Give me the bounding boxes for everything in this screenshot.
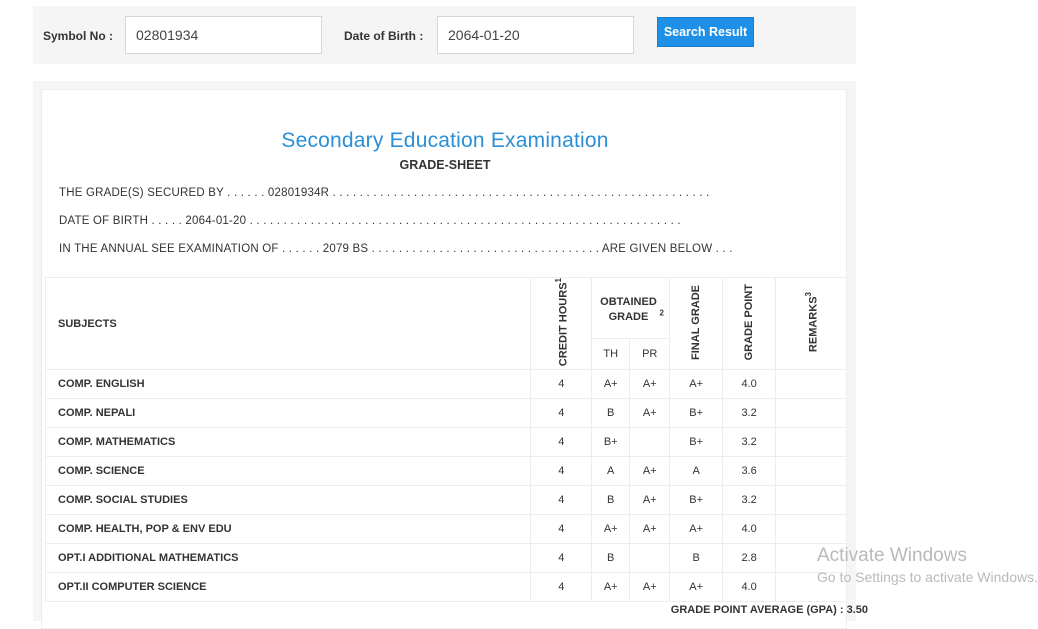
table-row — [46, 457, 847, 486]
pr-cell: A+ — [630, 515, 670, 544]
table-row — [46, 544, 847, 573]
credit-cell: 4 — [531, 457, 592, 486]
pr-cell — [630, 428, 670, 457]
grade-point-header: GRADE POINT — [723, 278, 776, 370]
pr-cell: A+ — [630, 370, 670, 399]
symbol-no-input[interactable] — [125, 16, 322, 54]
subject-cell: COMP. SCIENCE — [46, 457, 531, 486]
subject-cell: COMP. ENGLISH — [46, 370, 531, 399]
final-grade-cell: A+ — [670, 370, 723, 399]
exam-line: IN THE ANNUAL SEE EXAMINATION OF . . . . . . 2079 BS . . . . . . . . . . . . . . . . . . . . . . . . . . . . . . . . . . ARE GIVEN BELOW . . . — [59, 243, 733, 255]
secured-by-line: THE GRADE(S) SECURED BY . . . . . . 02801934R . . . . . . . . . . . . . . . . . . . . . . . . . . . . . . . . . . . . . . . . . . . . . . . . . . . . . . . . — [59, 187, 710, 199]
credit-cell: 4 — [531, 544, 592, 573]
remarks-cell — [776, 515, 847, 544]
th-cell: B — [592, 399, 630, 428]
credit-cell: 4 — [531, 399, 592, 428]
remarks-header: REMARKS$^3$ — [776, 278, 847, 370]
dob-label: Date of Birth : — [344, 29, 424, 43]
remarks-cell — [776, 370, 847, 399]
subject-cell: COMP. MATHEMATICS — [46, 428, 531, 457]
table-row — [46, 573, 847, 602]
th-cell: A+ — [592, 573, 630, 602]
table-row — [46, 370, 847, 399]
final-grade-cell: A+ — [670, 573, 723, 602]
th-cell: A — [592, 457, 630, 486]
credit-cell: 4 — [531, 370, 592, 399]
pr-header: PR — [630, 338, 670, 370]
subject-cell: OPT.II COMPUTER SCIENCE — [46, 573, 531, 602]
grade-point-cell: 3.6 — [723, 457, 776, 486]
grade-table — [45, 277, 847, 602]
grade-point-cell: 3.2 — [723, 486, 776, 515]
th-cell: A+ — [592, 370, 630, 399]
windows-activation-watermark — [817, 545, 1038, 585]
remarks-cell — [776, 428, 847, 457]
table-row — [46, 515, 847, 544]
grade-point-cell: 3.2 — [723, 399, 776, 428]
gpa-summary: GRADE POINT AVERAGE (GPA) : 3.50 — [670, 604, 868, 616]
final-grade-cell: B+ — [670, 399, 723, 428]
table-row — [46, 428, 847, 457]
pr-cell — [630, 544, 670, 573]
search-result-button[interactable]: Search Result — [657, 17, 754, 47]
table-row — [46, 486, 847, 515]
credit-cell: 4 — [531, 486, 592, 515]
watermark-line-1: Activate Windows — [817, 545, 967, 566]
subject-cell: COMP. NEPALI — [46, 399, 531, 428]
final-grade-header: FINAL GRADE — [670, 278, 723, 370]
final-grade-cell: B — [670, 544, 723, 573]
th-cell: B+ — [592, 428, 630, 457]
obtained-grade-header: OBTAINED GRADE $^2$ — [592, 278, 670, 339]
credit-hours-header: CREDIT HOURS$^1$ — [531, 278, 592, 370]
symbol-no-label: Symbol No : — [43, 29, 114, 43]
result-panel — [33, 81, 856, 621]
pr-cell: A+ — [630, 457, 670, 486]
grade-point-cell: 2.8 — [723, 544, 776, 573]
final-grade-cell: A+ — [670, 515, 723, 544]
grade-point-cell: 4.0 — [723, 573, 776, 602]
dob-line: DATE OF BIRTH . . . . . 2064-01-20 . . . . . . . . . . . . . . . . . . . . . . . . . . . . . . . . . . . . . . . . . . . . . . . . . . . . . . . . . . . . . . . . — [59, 215, 681, 227]
pr-cell: A+ — [630, 573, 670, 602]
watermark-line-2: Go to Settings to activate Windows. — [817, 569, 1038, 585]
subject-cell: COMP. SOCIAL STUDIES — [46, 486, 531, 515]
credit-cell: 4 — [531, 515, 592, 544]
grade-point-cell: 4.0 — [723, 370, 776, 399]
table-row — [46, 399, 847, 428]
grade-point-cell: 3.2 — [723, 428, 776, 457]
remarks-cell — [776, 486, 847, 515]
th-cell: A+ — [592, 515, 630, 544]
th-cell: B — [592, 544, 630, 573]
credit-cell: 4 — [531, 428, 592, 457]
subject-cell: OPT.I ADDITIONAL MATHEMATICS — [46, 544, 531, 573]
subject-cell: COMP. HEALTH, POP & ENV EDU — [46, 515, 531, 544]
th-header: TH — [592, 338, 630, 370]
subjects-header: SUBJECTS — [46, 278, 531, 370]
credit-cell: 4 — [531, 573, 592, 602]
remarks-cell — [776, 457, 847, 486]
dob-input[interactable] — [437, 16, 634, 54]
final-grade-cell: A — [670, 457, 723, 486]
grade-sheet — [41, 89, 847, 629]
final-grade-cell: B+ — [670, 486, 723, 515]
grade-point-cell: 4.0 — [723, 515, 776, 544]
remarks-cell — [776, 399, 847, 428]
pr-cell: A+ — [630, 486, 670, 515]
th-cell: B — [592, 486, 630, 515]
exam-title: Secondary Education Examination — [281, 129, 609, 152]
pr-cell: A+ — [630, 399, 670, 428]
search-bar — [33, 6, 856, 64]
final-grade-cell: B+ — [670, 428, 723, 457]
grade-sheet-title: GRADE-SHEET — [399, 158, 491, 172]
